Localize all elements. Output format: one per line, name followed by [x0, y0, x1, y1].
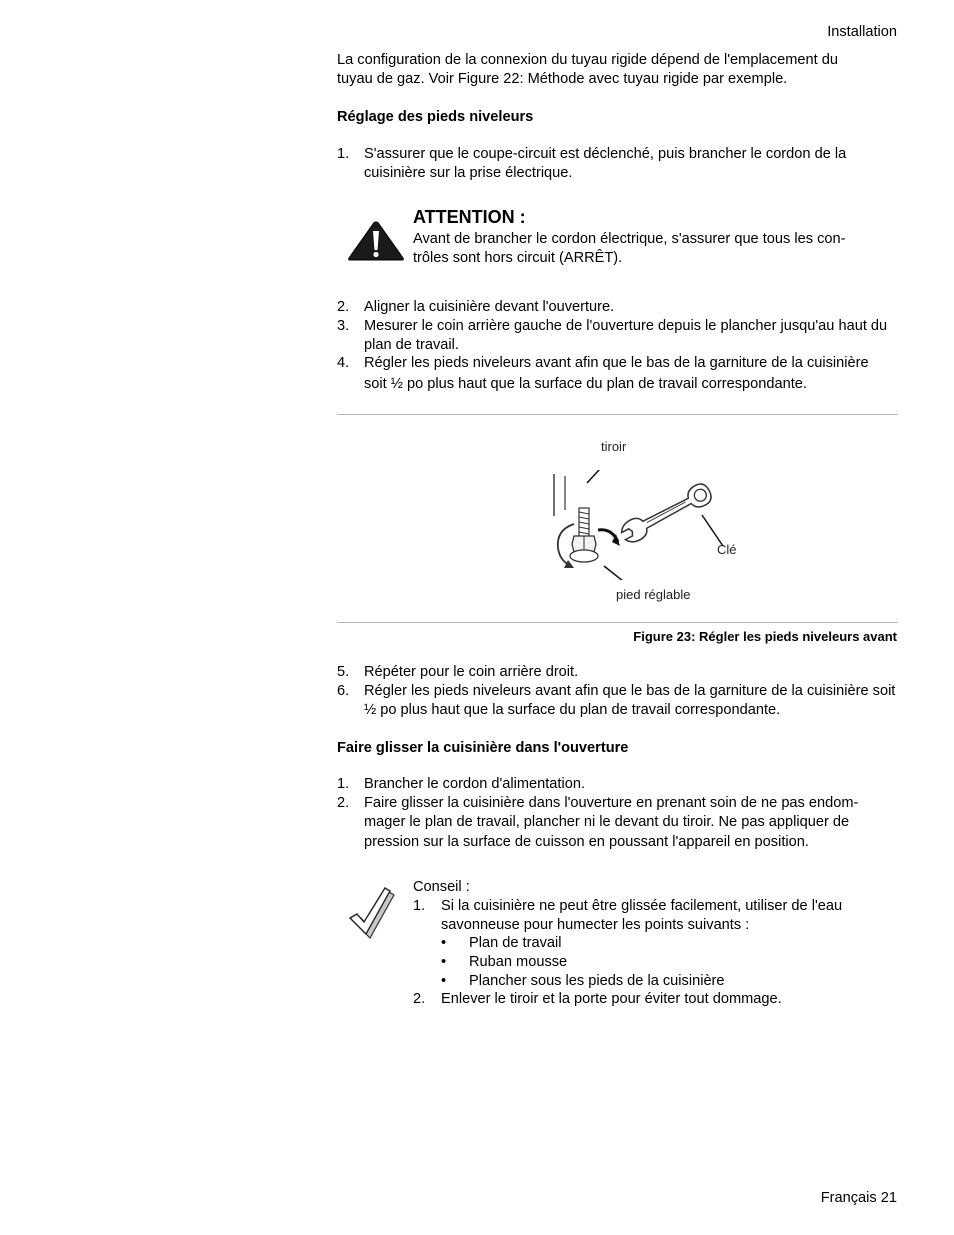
- bullet-text: Plancher sous les pieds de la cuisinière: [469, 973, 725, 989]
- figure-caption: Figure 23: Régler les pieds niveleurs avant: [633, 629, 897, 644]
- leveling-foot-illustration: [540, 470, 760, 580]
- list-text: Aligner la cuisinière devant l'ouverture.: [364, 299, 615, 315]
- intro-line: La configuration de la connexion du tuyau rigide dépend de l'emplacement du: [337, 52, 838, 68]
- figure-top-rule: [337, 414, 898, 415]
- page-footer: Français 21: [820, 1190, 897, 1206]
- list-number: 1.: [337, 776, 350, 792]
- bullet-text: Plan de travail: [469, 935, 562, 951]
- list-number: 5.: [337, 664, 350, 680]
- figure-label-drawer: tiroir: [601, 439, 627, 454]
- intro-line: tuyau de gaz. Voir Figure 22: Méthode avec tuyau rigide par exemple.: [337, 71, 788, 87]
- page-header: Installation: [827, 24, 897, 40]
- bullet-text: Ruban mousse: [469, 954, 568, 970]
- figure-label-foot: pied réglable: [616, 587, 691, 602]
- list-text-line: mager le plan de travail, plancher ni le devant du tiroir. Ne pas appliquer de: [364, 814, 850, 830]
- bullet-marker: •: [441, 954, 447, 970]
- bullet-item: [413, 934, 883, 953]
- list-number: 6.: [337, 683, 350, 699]
- attention-title: ATTENTION :: [413, 207, 526, 227]
- figure-label-wrench: Clé: [717, 542, 737, 557]
- list-text: Répéter pour le coin arrière droit.: [364, 664, 579, 680]
- tip-text-line: savonneuse pour humecter les points suivants :: [441, 917, 750, 933]
- list-text-line: pression sur la surface de cuisson en poussant l'appareil en position.: [364, 834, 809, 850]
- bullet-marker: •: [441, 935, 447, 951]
- list-text: Mesurer le coin arrière gauche de l'ouverture depuis le plancher jusqu'au haut du plan de travail.: [364, 318, 888, 353]
- warning-icon: [347, 220, 405, 262]
- list-text: Brancher le cordon d'alimentation.: [364, 776, 586, 792]
- tip-text: [441, 897, 871, 935]
- tip-item: [413, 897, 883, 935]
- tip-text: Enlever le tiroir et la porte pour éviter tout dommage.: [441, 991, 782, 1007]
- attention-line: trôles sont hors circuit (ARRÊT).: [413, 250, 623, 266]
- checkmark-icon: [346, 886, 396, 940]
- bullet-item: [413, 972, 883, 991]
- list-number: 2.: [337, 795, 350, 811]
- tip-text-line: Si la cuisinière ne peut être glissée facilement, utiliser de l'eau: [441, 898, 843, 914]
- section-heading-leveling: Réglage des pieds niveleurs: [337, 109, 534, 125]
- list-text: [364, 354, 899, 394]
- bullet-marker: •: [441, 973, 447, 989]
- list-text-line: soit ½ po plus haut que la surface du plan de travail correspondante.: [364, 376, 807, 392]
- tip-number: 2.: [413, 991, 426, 1007]
- tip-title: Conseil :: [413, 879, 470, 895]
- attention-text: [413, 230, 883, 268]
- list-number: 1.: [337, 146, 350, 162]
- section-heading-slide: Faire glisser la cuisinière dans l'ouverture: [337, 740, 629, 756]
- tip-item: [413, 990, 883, 1009]
- figure-bottom-rule: [337, 622, 898, 623]
- bullet-item: [413, 953, 883, 972]
- list-text: [364, 794, 899, 852]
- list-text-line: Faire glisser la cuisinière dans l'ouverture en prenant soin de ne pas endom-: [364, 795, 859, 811]
- list-text: Régler les pieds niveleurs avant afin que le bas de la garniture de la cuisinière soit ½ po plus haut que la surface du plan de travail correspondante.: [364, 683, 896, 718]
- list-number: 4.: [337, 355, 350, 371]
- list-text-line: Régler les pieds niveleurs avant afin que le bas de la garniture de la cuisinière: [364, 355, 869, 371]
- tip-number: 1.: [413, 898, 426, 914]
- intro-paragraph: [337, 51, 899, 89]
- attention-line: Avant de brancher le cordon électrique, s'assurer que tous les con-: [413, 231, 846, 247]
- list-text: S'assurer que le coupe-circuit est déclenché, puis brancher le cordon de la cuisinière sur la prise électrique.: [364, 146, 847, 181]
- list-number: 3.: [337, 318, 350, 334]
- list-number: 2.: [337, 299, 350, 315]
